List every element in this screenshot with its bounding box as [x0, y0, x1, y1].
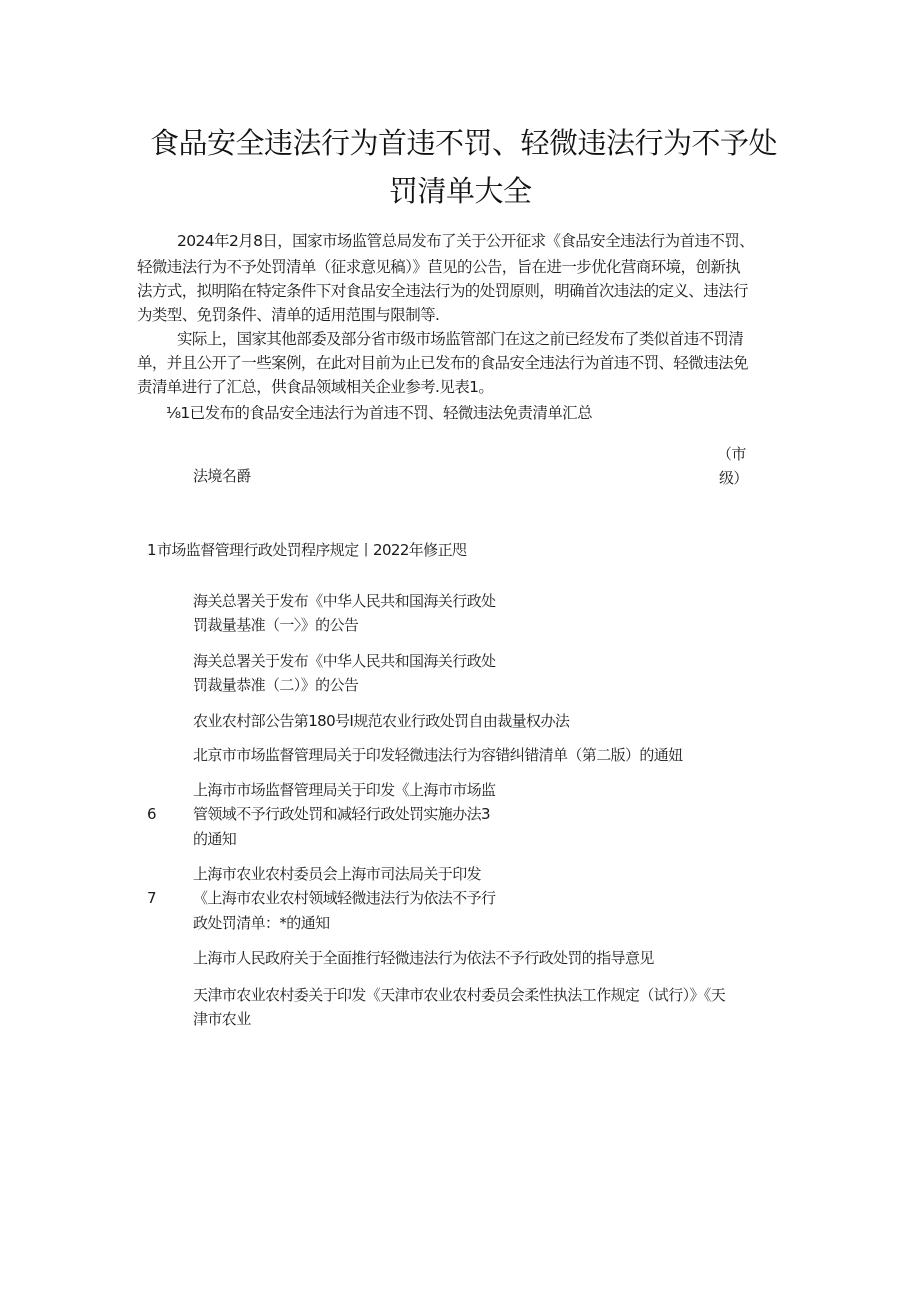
row-title: 《上海市农业农村领域轻微违法行为依法不予行 [193, 889, 496, 907]
paragraph-line: 实际上，国家其他部委及部分省市级市场监管部门在这之前已经发布了类似首违不罚清 [177, 330, 744, 348]
row-number: 6 [147, 805, 156, 823]
row-title: 市场监督管理行政处罚程序规定丨2022年修正咫 [157, 541, 467, 559]
row-title: 海关总署关于发布《中华人民共和国海关行政处 [193, 592, 496, 610]
header-level: （市 [717, 445, 746, 463]
row-number: 7 [147, 889, 156, 907]
header-name: 法境名爵 [193, 467, 251, 485]
row-title: 罚裁量基准（一〉》的公告 [193, 616, 359, 634]
row-title: 天津市农业农村委关于印发《天津市农业农村委员会柔性执法工作规定（试行）》《天 [193, 986, 726, 1004]
paragraph-line: 2024年2月8日，国家市场监管总局发布了关于公开征求《食品安全违法行为首违不罚、 [177, 232, 755, 250]
doc-title-line1: 食品安全违法行为首违不罚、轻微违法行为不予处 [150, 126, 778, 160]
row-title: 罚裁量恭准（二）》的公告 [193, 676, 359, 694]
row-title: 津市农业 [193, 1010, 251, 1028]
paragraph-line: 法方式，拟明陷在特定条件下对食品安全违法行为的处罚原则，明确首次违法的定义、违法行 [137, 282, 748, 300]
doc-title-line2: 罚清单大全 [389, 174, 532, 208]
row-title: 政处罚清单：*的通知 [193, 914, 330, 932]
row-title: 北京市市场监督管理局关于印发轻微违法行为容错纠错清单（第二版）的通妞 [193, 746, 683, 764]
paragraph-line: 责清单进行了汇总，供食品领域相关企业参考.见表1。 [137, 378, 494, 396]
row-title: 海关总署关于发布《中华人民共和国海关行政处 [193, 652, 496, 670]
row-title: 农业农村部公告第180号I规范农业行政处罚自由裁量权办法 [193, 712, 570, 730]
paragraph-line: 轻微违法行为不予处罚清单（征求意见稿）》苣见的公告，旨在进一步优化营商环境，创新执 [137, 258, 741, 276]
row-number: 1 [147, 541, 156, 559]
header-level: 级） [719, 469, 748, 487]
row-title: 上海市市场监督管理局关于印发《上海市市场监 [193, 781, 496, 799]
row-title: 管领域不予行政处罚和减轻行政处罚实施办法3 [193, 805, 490, 823]
row-title: 的通知 [193, 830, 237, 848]
row-title: 上海市农业农村委员会上海市司法局关于印发 [193, 865, 482, 883]
table-caption: ⅛1已发布的食品安全违法行为首违不罚、轻微违法免责清单汇总 [166, 404, 592, 422]
paragraph-line: 为类型、免罚条件、清单的适用范围与限制等. [137, 306, 440, 324]
paragraph-line: 单，并且公开了一些案例，在此对目前为止已发布的食品安全违法行为首违不罚、轻微违法免 [137, 354, 748, 372]
row-title: 上海市人民政府关于全面推行轻微违法行为依法不予行政处罚的指导意见 [193, 949, 654, 967]
